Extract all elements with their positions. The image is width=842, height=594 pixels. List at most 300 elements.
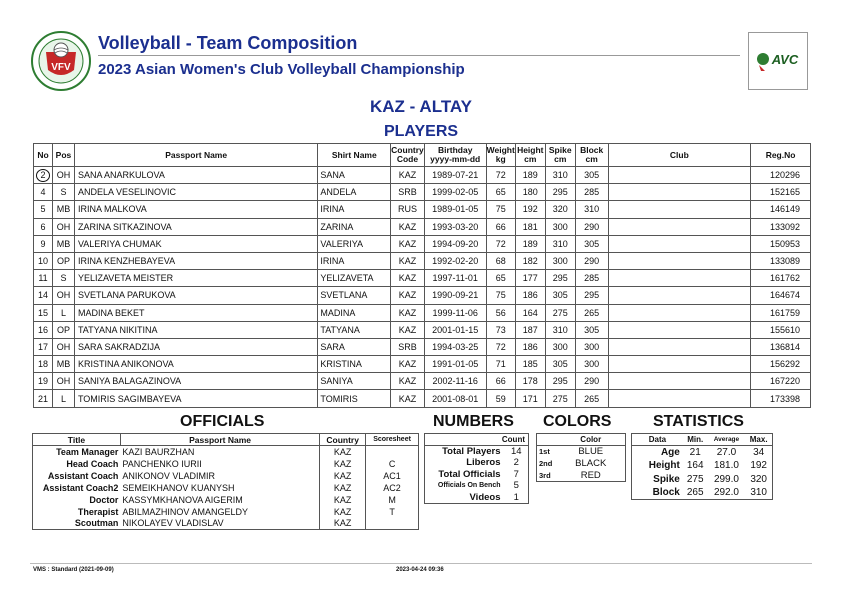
official-scoresheet: AC1 <box>366 470 419 482</box>
player-shirt-name: IRINA <box>318 201 391 218</box>
player-shirt-name: SANIYA <box>318 373 391 390</box>
player-block: 285 <box>575 270 608 287</box>
official-title: Team Manager <box>33 446 121 458</box>
official-name: KAZI BAURZHAN <box>122 446 195 457</box>
official-name: PANCHENKO IURII <box>122 458 202 469</box>
numbers-row <box>425 457 529 469</box>
player-birthday: 1994-03-25 <box>424 338 486 355</box>
player-weight: 65 <box>486 184 515 201</box>
player-weight: 75 <box>486 201 515 218</box>
vfv-logo <box>30 30 92 92</box>
software-version: VMS : Standard (2021-09-09) <box>33 567 114 573</box>
official-row <box>33 494 419 506</box>
player-country: KAZ <box>391 218 425 235</box>
svg-text:AVC: AVC <box>771 52 799 67</box>
official-scoresheet: T <box>366 506 419 518</box>
col-club: Club <box>608 144 751 167</box>
title-divider <box>98 55 740 56</box>
col-block: Block cm <box>575 144 608 167</box>
official-country: KAZ <box>320 458 366 470</box>
player-reg-no: 136814 <box>751 338 811 355</box>
player-birthday: 1989-07-21 <box>424 167 486 184</box>
player-reg-no: 133089 <box>751 252 811 269</box>
player-weight: 72 <box>486 167 515 184</box>
player-country: RUS <box>391 201 425 218</box>
stat-min: 164 <box>686 460 704 472</box>
official-country: KAZ <box>320 482 366 494</box>
player-weight: 66 <box>486 218 515 235</box>
numbers-row <box>425 492 529 504</box>
color-order: 3rd <box>539 470 551 480</box>
players-header-row <box>34 144 811 167</box>
player-shirt-name: TOMIRIS <box>318 390 391 407</box>
player-block: 290 <box>575 252 608 269</box>
player-passport-name: SANA ANARKULOVA <box>74 167 317 184</box>
official-name: NIKOLAYEV VLADISLAV <box>120 518 319 530</box>
player-country: KAZ <box>391 167 425 184</box>
player-position: L <box>53 304 75 321</box>
player-passport-name: ZARINA SITKAZINOVA <box>74 218 317 235</box>
player-number: 17 <box>34 338 53 355</box>
player-passport-name: IRINA MALKOVA <box>74 201 317 218</box>
player-position: S <box>53 270 75 287</box>
player-block: 305 <box>575 321 608 338</box>
player-club <box>608 252 751 269</box>
player-weight: 73 <box>486 321 515 338</box>
player-weight: 68 <box>486 252 515 269</box>
players-heading: PLAYERS <box>383 123 459 140</box>
player-club <box>608 287 751 304</box>
player-reg-no: 146149 <box>751 201 811 218</box>
player-reg-no: 120296 <box>751 167 811 184</box>
stat-label: Spike <box>653 473 680 485</box>
col-title: Title <box>33 434 121 446</box>
player-number: 10 <box>34 252 53 269</box>
stat-average: 299.0 <box>713 473 739 485</box>
officials-table <box>32 433 419 530</box>
player-spike: 305 <box>545 356 575 373</box>
player-spike: 300 <box>545 218 575 235</box>
player-block: 285 <box>575 184 608 201</box>
player-passport-name: SARA SAKRADZIJA <box>74 338 317 355</box>
player-height: 180 <box>515 184 545 201</box>
numbers-table <box>424 433 529 504</box>
stat-label: Block <box>652 487 680 498</box>
player-block: 300 <box>575 356 608 373</box>
player-country: KAZ <box>391 304 425 321</box>
numbers-label: Officials On Bench <box>437 482 501 490</box>
player-country: KAZ <box>391 235 425 252</box>
player-birthday: 1994-09-20 <box>424 235 486 252</box>
player-spike: 275 <box>545 304 575 321</box>
player-country: KAZ <box>391 252 425 269</box>
player-height: 185 <box>515 356 545 373</box>
officials-header-row <box>33 434 419 446</box>
col-scoresheet: Scoresheet <box>366 434 419 446</box>
player-country: KAZ <box>391 287 425 304</box>
official-title: Assistant Coach2 <box>33 482 121 494</box>
player-height: 164 <box>515 304 545 321</box>
player-row <box>34 167 811 184</box>
player-country: KAZ <box>391 321 425 338</box>
player-row <box>34 338 811 355</box>
player-club <box>608 235 751 252</box>
player-birthday: 1997-11-01 <box>424 270 486 287</box>
player-birthday: 1992-02-20 <box>424 252 486 269</box>
player-reg-no: 155610 <box>751 321 811 338</box>
player-position: OP <box>53 321 75 338</box>
stat-label: Age <box>660 447 680 458</box>
player-birthday: 1991-01-05 <box>424 356 486 373</box>
numbers-value: 5 <box>513 480 519 492</box>
col-birthday: Birthday yyyy-mm-dd <box>424 144 486 167</box>
col-weight: Weight kg <box>486 144 515 167</box>
player-row <box>34 184 811 201</box>
official-scoresheet <box>366 446 419 458</box>
print-timestamp: 2023-04-24 09:36 <box>396 567 444 573</box>
col-reg-no: Reg.No <box>751 144 811 167</box>
player-height: 178 <box>515 373 545 390</box>
col-passport-name: Passport Name <box>74 144 317 167</box>
stat-average: 292.0 <box>713 487 739 498</box>
color-value: BLUE <box>578 446 604 458</box>
player-weight: 59 <box>486 390 515 407</box>
stat-max: 34 <box>753 447 765 458</box>
col-count: Count <box>425 434 529 446</box>
official-row <box>33 458 419 470</box>
player-number: 19 <box>34 373 53 390</box>
player-reg-no: 161759 <box>751 304 811 321</box>
captain-marker: 2 <box>36 169 50 182</box>
official-country: KAZ <box>320 470 366 482</box>
player-block: 265 <box>575 390 608 407</box>
official-name: ANIKONOV VLADIMIR <box>122 470 215 481</box>
championship-title: 2023 Asian Women's Club Volleyball Championship <box>98 61 465 78</box>
player-passport-name: VALERIYA CHUMAK <box>74 235 317 252</box>
stat-min: 21 <box>689 447 701 458</box>
player-shirt-name: YELIZAVETA <box>318 270 391 287</box>
player-club <box>608 201 751 218</box>
player-birthday: 1989-01-05 <box>424 201 486 218</box>
col-data: Data <box>632 434 683 446</box>
player-row <box>34 321 811 338</box>
numbers-header-row <box>425 434 529 446</box>
player-number: 6 <box>34 218 53 235</box>
player-country: SRB <box>391 184 425 201</box>
colors-heading: COLORS <box>543 413 612 430</box>
official-row <box>33 506 419 518</box>
player-spike: 295 <box>545 270 575 287</box>
col-no: No <box>34 144 53 167</box>
player-block: 290 <box>575 218 608 235</box>
player-number: 16 <box>34 321 53 338</box>
official-country: KAZ <box>320 494 366 506</box>
avc-logo <box>748 32 808 90</box>
statistics-table <box>631 433 773 500</box>
player-club <box>608 270 751 287</box>
player-number: 5 <box>34 201 53 218</box>
color-row <box>537 446 626 458</box>
official-scoresheet: AC2 <box>366 482 419 494</box>
player-reg-no: 167220 <box>751 373 811 390</box>
player-number: 4 <box>34 184 53 201</box>
player-height: 171 <box>515 390 545 407</box>
numbers-row <box>425 469 529 481</box>
player-height: 186 <box>515 338 545 355</box>
stat-average: 27.0 <box>716 447 737 458</box>
player-club <box>608 338 751 355</box>
player-spike: 275 <box>545 390 575 407</box>
player-birthday: 1999-11-06 <box>424 304 486 321</box>
col-shirt-name: Shirt Name <box>318 144 391 167</box>
stat-label: Height <box>648 460 680 472</box>
player-club <box>608 321 751 338</box>
player-shirt-name: SARA <box>318 338 391 355</box>
player-spike: 310 <box>545 167 575 184</box>
player-spike: 300 <box>545 338 575 355</box>
player-row <box>34 390 811 407</box>
official-row <box>33 446 419 458</box>
player-shirt-name: MADINA <box>318 304 391 321</box>
player-birthday: 2001-01-15 <box>424 321 486 338</box>
officials-heading: OFFICIALS <box>180 413 265 430</box>
team-title: KAZ - ALTAY <box>370 97 472 116</box>
player-reg-no: 150953 <box>751 235 811 252</box>
official-title: Doctor <box>33 494 121 506</box>
player-birthday: 2002-11-16 <box>424 373 486 390</box>
player-row <box>34 235 811 252</box>
player-shirt-name: SANA <box>318 167 391 184</box>
player-height: 187 <box>515 321 545 338</box>
official-country: KAZ <box>320 506 366 518</box>
player-country: SRB <box>391 338 425 355</box>
player-row <box>34 287 811 304</box>
official-name: ABILMAZHINOV AMANGELDY <box>122 506 248 517</box>
players-table <box>33 143 811 408</box>
col-country-code: Country Code <box>391 144 425 167</box>
player-shirt-name: ANDELA <box>318 184 391 201</box>
player-birthday: 1993-03-20 <box>424 218 486 235</box>
footer-divider <box>30 563 812 564</box>
numbers-value: 1 <box>513 491 519 503</box>
color-value: RED <box>580 469 601 481</box>
player-reg-no: 133092 <box>751 218 811 235</box>
official-title: Head Coach <box>33 458 121 470</box>
player-height: 189 <box>515 235 545 252</box>
player-row <box>34 201 811 218</box>
colors-header-row <box>537 434 626 446</box>
player-club <box>608 167 751 184</box>
col-min: Min. <box>683 434 708 446</box>
player-shirt-name: KRISTINA <box>318 356 391 373</box>
col-average: Average <box>708 434 746 446</box>
player-spike: 295 <box>545 184 575 201</box>
col-pos: Pos <box>53 144 75 167</box>
official-scoresheet: M <box>366 494 419 506</box>
player-country: KAZ <box>391 390 425 407</box>
player-height: 181 <box>515 218 545 235</box>
player-passport-name: ANDELA VESELINOVIC <box>74 184 317 201</box>
player-shirt-name: ZARINA <box>318 218 391 235</box>
player-reg-no: 161762 <box>751 270 811 287</box>
numbers-heading: NUMBERS <box>433 413 514 430</box>
player-row <box>34 304 811 321</box>
official-row <box>33 482 419 494</box>
player-club <box>608 218 751 235</box>
official-row <box>33 518 419 530</box>
numbers-value: 14 <box>510 446 522 457</box>
player-row <box>34 270 811 287</box>
player-passport-name: IRINA KENZHEBAYEVA <box>74 252 317 269</box>
numbers-label: Liberos <box>466 457 501 469</box>
official-name: KASSYMKHANOVA AIGERIM <box>122 494 243 505</box>
player-passport-name: YELIZAVETA MEISTER <box>74 270 317 287</box>
player-weight: 66 <box>486 373 515 390</box>
player-block: 295 <box>575 287 608 304</box>
player-block: 305 <box>575 167 608 184</box>
player-reg-no: 173398 <box>751 390 811 407</box>
player-position: OH <box>53 338 75 355</box>
player-height: 189 <box>515 167 545 184</box>
player-position: OH <box>53 287 75 304</box>
player-position: L <box>53 390 75 407</box>
player-club <box>608 373 751 390</box>
official-country: KAZ <box>320 518 366 530</box>
player-number: 11 <box>34 270 53 287</box>
player-weight: 71 <box>486 356 515 373</box>
player-position: OH <box>53 218 75 235</box>
numbers-label: Total Officials <box>438 468 501 480</box>
numbers-value: 7 <box>513 468 519 480</box>
official-country: KAZ <box>320 446 366 458</box>
player-position: MB <box>53 356 75 373</box>
player-block: 300 <box>575 338 608 355</box>
stats-row <box>632 459 773 473</box>
official-scoresheet: C <box>366 458 419 470</box>
stat-max: 310 <box>750 487 767 498</box>
player-passport-name: TOMIRIS SAGIMBAYEVA <box>74 390 317 407</box>
player-birthday: 2001-08-01 <box>424 390 486 407</box>
player-number: 9 <box>34 235 53 252</box>
player-height: 186 <box>515 287 545 304</box>
color-order: 2nd <box>539 459 553 468</box>
player-height: 182 <box>515 252 545 269</box>
player-position: OP <box>53 252 75 269</box>
player-shirt-name: IRINA <box>318 252 391 269</box>
player-passport-name: SANIYA BALAGAZINOVA <box>74 373 317 390</box>
numbers-value: 2 <box>513 457 519 469</box>
player-number: 14 <box>34 287 53 304</box>
player-country: KAZ <box>391 356 425 373</box>
player-row <box>34 218 811 235</box>
color-value: BLACK <box>575 458 607 469</box>
col-spike: Spike cm <box>545 144 575 167</box>
player-passport-name: TATYANA NIKITINA <box>74 321 317 338</box>
player-block: 265 <box>575 304 608 321</box>
numbers-row <box>425 480 529 492</box>
numbers-row <box>425 446 529 458</box>
stats-row <box>632 486 773 500</box>
player-height: 177 <box>515 270 545 287</box>
player-spike: 300 <box>545 252 575 269</box>
player-reg-no: 164674 <box>751 287 811 304</box>
player-height: 192 <box>515 201 545 218</box>
player-row <box>34 373 811 390</box>
official-scoresheet <box>366 518 419 530</box>
numbers-label: Total Players <box>442 446 501 457</box>
stat-max: 320 <box>750 473 767 485</box>
player-birthday: 1990-09-21 <box>424 287 486 304</box>
player-spike: 320 <box>545 201 575 218</box>
player-shirt-name: TATYANA <box>318 321 391 338</box>
player-weight: 75 <box>486 287 515 304</box>
player-spike: 310 <box>545 235 575 252</box>
col-max: Max. <box>745 434 772 446</box>
color-row <box>537 458 626 470</box>
colors-table <box>536 433 626 482</box>
player-position: OH <box>53 167 75 184</box>
player-block: 310 <box>575 201 608 218</box>
player-weight: 65 <box>486 270 515 287</box>
col-official-name: Passport Name <box>120 434 319 446</box>
player-birthday: 1999-02-05 <box>424 184 486 201</box>
player-club <box>608 390 751 407</box>
official-title: Assistant Coach <box>33 470 121 482</box>
player-spike: 295 <box>545 373 575 390</box>
player-spike: 305 <box>545 287 575 304</box>
player-row <box>34 356 811 373</box>
stat-average: 181.0 <box>713 460 739 472</box>
player-reg-no: 152165 <box>751 184 811 201</box>
player-reg-no: 156292 <box>751 356 811 373</box>
player-position: MB <box>53 201 75 218</box>
player-row <box>34 252 811 269</box>
player-weight: 72 <box>486 235 515 252</box>
col-height: Height cm <box>515 144 545 167</box>
player-passport-name: KRISTINA ANIKONOVA <box>74 356 317 373</box>
document-title: Volleyball - Team Composition <box>98 33 358 53</box>
player-number: 15 <box>34 304 53 321</box>
player-weight: 72 <box>486 338 515 355</box>
official-title: Scoutman <box>33 518 121 530</box>
player-passport-name: MADINA BEKET <box>74 304 317 321</box>
player-shirt-name: SVETLANA <box>318 287 391 304</box>
player-block: 290 <box>575 373 608 390</box>
player-number: 21 <box>34 390 53 407</box>
stats-header-row <box>632 434 773 446</box>
col-color: Color <box>557 434 626 446</box>
col-official-country: Country <box>320 434 366 446</box>
stats-row <box>632 446 773 460</box>
stat-min: 275 <box>686 473 704 485</box>
stats-row <box>632 473 773 487</box>
player-block: 305 <box>575 235 608 252</box>
numbers-label: Videos <box>469 491 501 503</box>
official-title: Therapist <box>33 506 121 518</box>
player-club <box>608 184 751 201</box>
color-order: 1st <box>539 447 550 457</box>
color-row <box>537 470 626 482</box>
player-club <box>608 304 751 321</box>
stat-min: 265 <box>686 487 704 498</box>
player-club <box>608 356 751 373</box>
player-shirt-name: VALERIYA <box>318 235 391 252</box>
player-position: MB <box>53 235 75 252</box>
player-number <box>34 167 53 184</box>
player-number: 18 <box>34 356 53 373</box>
statistics-heading: STATISTICS <box>653 413 744 430</box>
player-position: OH <box>53 373 75 390</box>
